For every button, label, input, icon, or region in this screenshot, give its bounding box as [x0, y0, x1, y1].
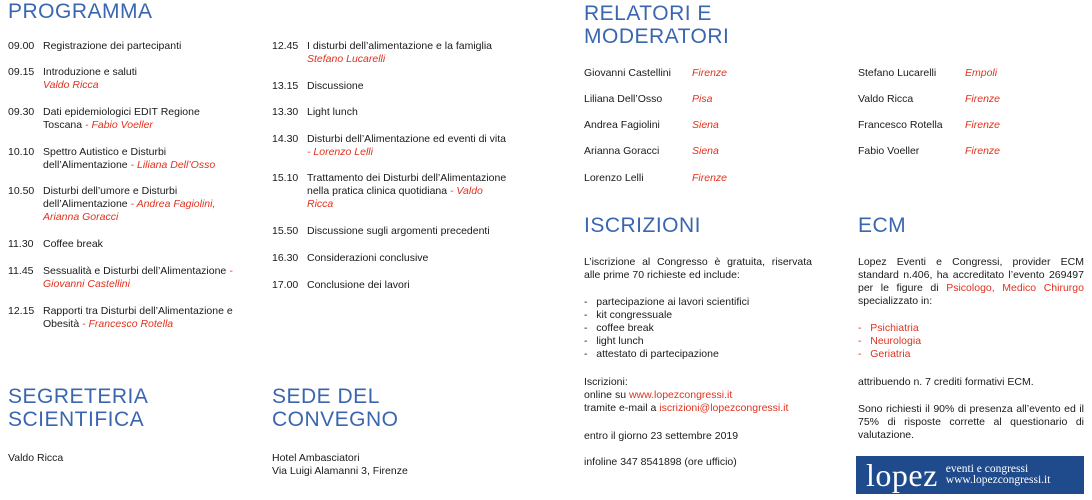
- programma-title: PROGRAMMA: [8, 0, 153, 23]
- program-item: [272, 225, 512, 238]
- iscrizioni-list: [584, 296, 812, 361]
- program-text: Conclusione dei lavori: [307, 279, 410, 291]
- sede-line1: Hotel Ambasciatori: [272, 452, 360, 464]
- program-time: 12.45: [272, 40, 299, 52]
- program-speaker: - Lorenzo Lelli: [307, 146, 373, 158]
- relatore-city: Empoli: [965, 67, 998, 79]
- iscrizioni-deadline: entro il giorno 23 settembre 2019: [584, 430, 739, 442]
- sede-title: SEDE DEL CONVEGNO: [272, 385, 399, 431]
- list-item: - Geriatria: [858, 348, 911, 360]
- iscrizioni-email: tramite e-mail a iscrizioni@lopezcongressi.it: [584, 402, 789, 414]
- program-speaker: - Liliana Dell’Osso: [130, 159, 216, 171]
- program-text: Disturbi dell’Alimentazione ed eventi di vita: [307, 133, 507, 145]
- program-speaker: - Giovanni Castellini: [43, 265, 233, 290]
- program-text: Rapporti tra Disturbi dell’Alimentazione e Obesità: [43, 305, 233, 330]
- program-text: Registrazione dei partecipanti: [43, 40, 182, 52]
- program-time: 11.45: [8, 265, 34, 277]
- relatore-city: Firenze: [692, 172, 728, 184]
- program-item: [8, 106, 240, 132]
- website-link[interactable]: www.lopezcongressi.it: [628, 389, 733, 401]
- logo-word: lopez: [866, 457, 938, 493]
- relatore-city: Siena: [692, 145, 719, 157]
- program-time: 15.10: [272, 172, 299, 184]
- relatore-name: Francesco Rotella: [858, 119, 943, 131]
- ecm-list: [858, 322, 921, 361]
- program-text: Disturbi dell’umore e Disturbi dell’Alimentazione: [43, 185, 178, 210]
- program-item: [272, 172, 512, 211]
- list-item: - partecipazione ai lavori scientifici: [584, 296, 750, 308]
- relatore-city: Firenze: [692, 67, 728, 79]
- program-time: 13.30: [272, 106, 299, 118]
- program-text: Spettro Autistico e Disturbi dell’Alimentazione: [43, 146, 167, 171]
- program-time: 11.30: [8, 238, 34, 250]
- program-item: [8, 305, 240, 331]
- ecm-intro: Lopez Eventi e Congressi, provider ECM standard n.406, ha accreditato l’evento 269497 per le figure di Psicologo, Medico Chirurgo specializzato in:: [858, 256, 1084, 307]
- program-item: [8, 185, 240, 224]
- relatore-name: Andrea Fagiolini: [584, 119, 660, 131]
- program-item: [272, 279, 512, 292]
- relatore-city: Siena: [692, 119, 719, 131]
- program-time: 17.00: [272, 279, 299, 291]
- program-time: 09.30: [8, 106, 35, 118]
- list-item: - light lunch: [584, 335, 644, 347]
- program-text: Discussione sugli argomenti precedenti: [307, 225, 490, 237]
- program-item: [272, 80, 512, 93]
- ecm-professions: Psicologo, Medico Chirurgo: [946, 282, 1084, 294]
- program-text: Sessualità e Disturbi dell’Alimentazione: [43, 265, 227, 277]
- program-time: 15.50: [272, 225, 299, 237]
- list-item: - coffee break: [584, 322, 654, 334]
- program-text: Coffee break: [43, 238, 103, 250]
- relatore-name: Fabio Voeller: [858, 145, 920, 157]
- program-text: Introduzione e saluti: [43, 66, 137, 78]
- program-item: [272, 40, 512, 66]
- relatore-city: Firenze: [965, 93, 1001, 105]
- program-time: 13.15: [272, 80, 299, 92]
- iscrizioni-label: Iscrizioni:: [584, 376, 628, 388]
- program-text: Considerazioni conclusive: [307, 252, 429, 264]
- program-text: I disturbi dell’alimentazione e la famiglia: [307, 40, 493, 52]
- program-time: 09.15: [8, 66, 35, 78]
- relatore-name: Liliana Dell’Osso: [584, 93, 663, 105]
- program-item: [8, 265, 240, 291]
- iscrizioni-online: online su www.lopezcongressi.it: [584, 389, 733, 401]
- relatore-name: Lorenzo Lelli: [584, 172, 644, 184]
- program-item: [8, 146, 240, 172]
- relatore-city: Firenze: [965, 145, 1001, 157]
- iscrizioni-title: ISCRIZIONI: [584, 214, 702, 237]
- program-text: Trattamento dei Disturbi dell’Alimentazione nella pratica clinica quotidiana: [307, 172, 507, 197]
- program-item: [272, 106, 512, 119]
- relatore-name: Valdo Ricca: [858, 93, 914, 105]
- lopez-logo: [856, 456, 1084, 494]
- sede-line2: Via Luigi Alamanni 3, Firenze: [272, 465, 408, 477]
- iscrizioni-infoline: infoline 347 8541898 (ore ufficio): [584, 456, 737, 468]
- list-item: - Neurologia: [858, 335, 922, 347]
- program-time: 09.00: [8, 40, 35, 52]
- email-link[interactable]: iscrizioni@lopezcongressi.it: [659, 402, 789, 414]
- program-item: [8, 40, 240, 53]
- relatore-name: Arianna Goracci: [584, 145, 660, 157]
- segreteria-name: Valdo Ricca: [8, 452, 64, 464]
- program-time: 14.30: [272, 133, 299, 145]
- program-item: [8, 238, 240, 251]
- iscrizioni-intro: L’iscrizione al Congresso è gratuita, riservata alle prime 70 richieste ed include:: [584, 256, 812, 281]
- program-speaker: - Fabio Voeller: [85, 119, 153, 131]
- segreteria-title: SEGRETERIA SCIENTIFICA: [8, 385, 149, 431]
- program-item: [272, 133, 512, 159]
- program-speaker: Stefano Lucarelli: [307, 53, 386, 65]
- relatore-city: Firenze: [965, 119, 1001, 131]
- program-speaker: - Andrea Fagiolini, Arianna Goracci: [43, 198, 216, 223]
- ecm-credits: attribuendo n. 7 crediti formativi ECM.: [858, 376, 1034, 388]
- program-item: [8, 66, 240, 92]
- relatore-name: Giovanni Castellini: [584, 67, 671, 79]
- program-time: 16.30: [272, 252, 299, 264]
- program-speaker: - Valdo Ricca: [307, 185, 483, 210]
- program-text: Light lunch: [307, 106, 358, 118]
- program-item: [272, 252, 512, 265]
- program-text: Discussione: [307, 80, 364, 92]
- program-time: 12.15: [8, 305, 35, 317]
- logo-text: eventi e congressi www.lopezcongressi.it: [945, 463, 1051, 486]
- program-speaker: - Francesco Rotella: [82, 318, 174, 330]
- ecm-title: ECM: [858, 214, 907, 237]
- list-item: - Psichiatria: [858, 322, 919, 334]
- relatore-city: Pisa: [692, 93, 713, 105]
- ecm-requirements: Sono richiesti il 90% di presenza all’evento ed il 75% di risposte corrette al questionario di valutazione.: [858, 403, 1084, 441]
- relatori-title: RELATORI E MODERATORI: [584, 2, 730, 48]
- program-speaker: Valdo Ricca: [43, 79, 99, 91]
- program-time: 10.50: [8, 185, 35, 197]
- list-item: - kit congressuale: [584, 309, 673, 321]
- program-time: 10.10: [8, 146, 35, 158]
- program-text: Dati epidemiologici EDIT Regione Toscana: [43, 106, 200, 131]
- list-item: - attestato di partecipazione: [584, 348, 719, 360]
- relatore-name: Stefano Lucarelli: [858, 67, 937, 79]
